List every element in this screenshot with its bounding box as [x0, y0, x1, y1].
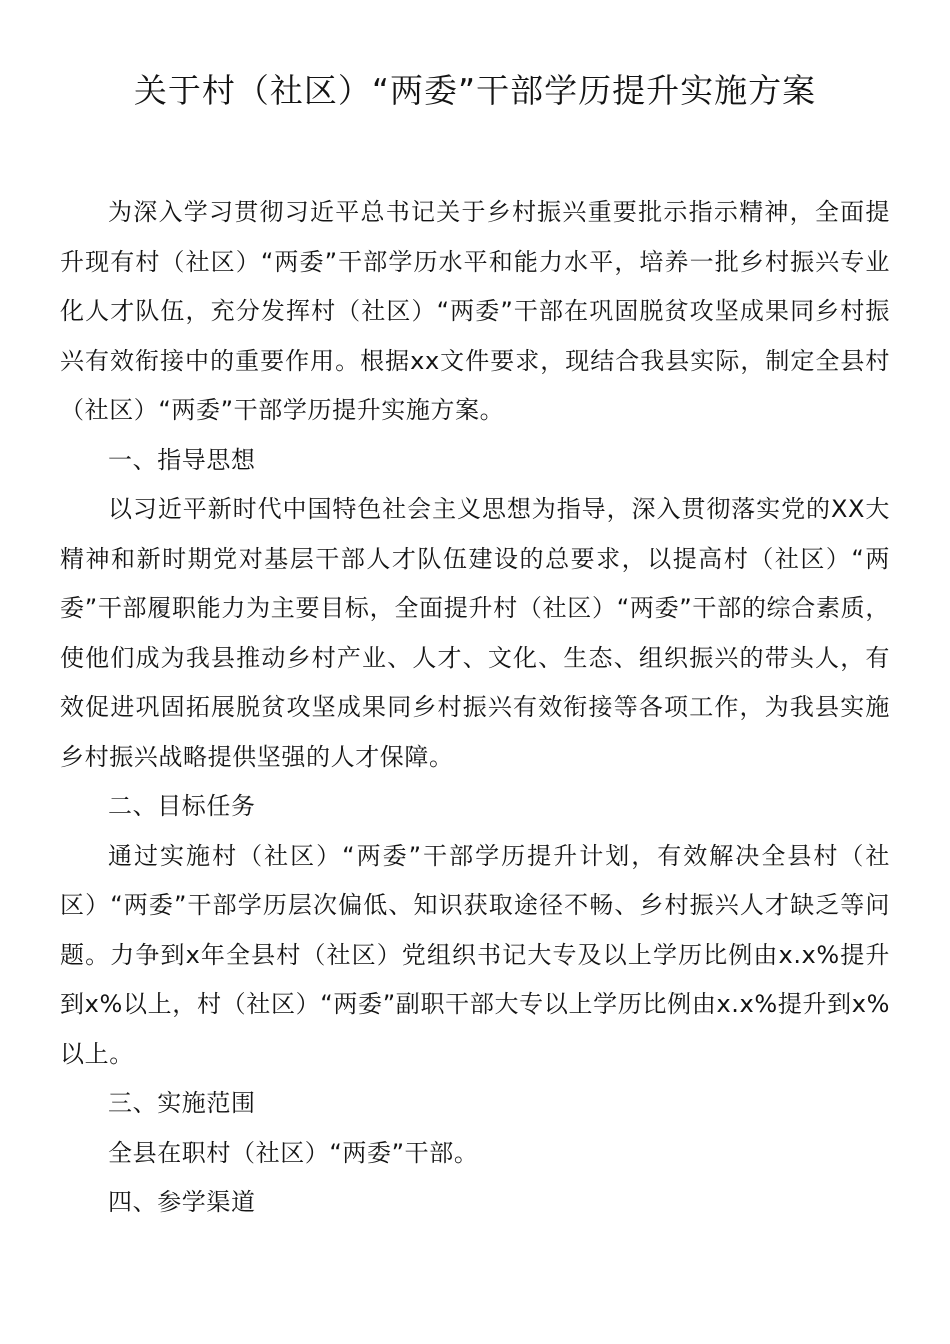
section-body-goals: 通过实施村（社区）“两委”干部学历提升计划，有效解决全县村（社区）“两委”干部学历层次偏低、知识获取途径不畅、乡村振兴人才缺乏等问题。力争到x年全县村（社区）党组织书记大专及以上学历比例由x.x%提升到x%以上，村（社区）“两委”副职干部大专以上学历比例由x.x%提升到x%以上。 [60, 841, 890, 1068]
section-heading-scope: 三、实施范围 [108, 1089, 256, 1117]
section-heading-channels: 四、参学渠道 [108, 1188, 256, 1216]
section-heading-goals: 二、目标任务 [108, 792, 256, 820]
intro-paragraph: 为深入学习贯彻习近平总书记关于乡村振兴重要批示指示精神，全面提升现有村（社区）“两委”干部学历水平和能力水平，培养一批乡村振兴专业化人才队伍，充分发挥村（社区）“两委”干部在巩固脱贫攻坚成果同乡村振兴有效衔接中的重要作用。根据xx文件要求，现结合我县实际，制定全县村（社区）“两委”干部学历提升实施方案。 [60, 198, 890, 424]
section-body-guiding-ideology: 以习近平新时代中国特色社会主义思想为指导，深入贯彻落实党的XX大精神和新时期党对基层干部人才队伍建设的总要求，以提高村（社区）“两委”干部履职能力为主要目标，全面提升村（社区）“两委”干部的综合素质，使他们成为我县推动乡村产业、人才、文化、生态、组织振兴的带头人，有效促进巩固拓展脱贫攻坚成果同乡村振兴有效衔接等各项工作，为我县实施乡村振兴战略提供坚强的人才保障。 [60, 495, 890, 771]
section-body-scope: 全县在职村（社区）“两委”干部。 [108, 1138, 479, 1167]
document-title: 关于村（社区）“两委”干部学历提升实施方案 [133, 71, 817, 110]
section-heading-guiding-ideology: 一、指导思想 [108, 445, 256, 474]
